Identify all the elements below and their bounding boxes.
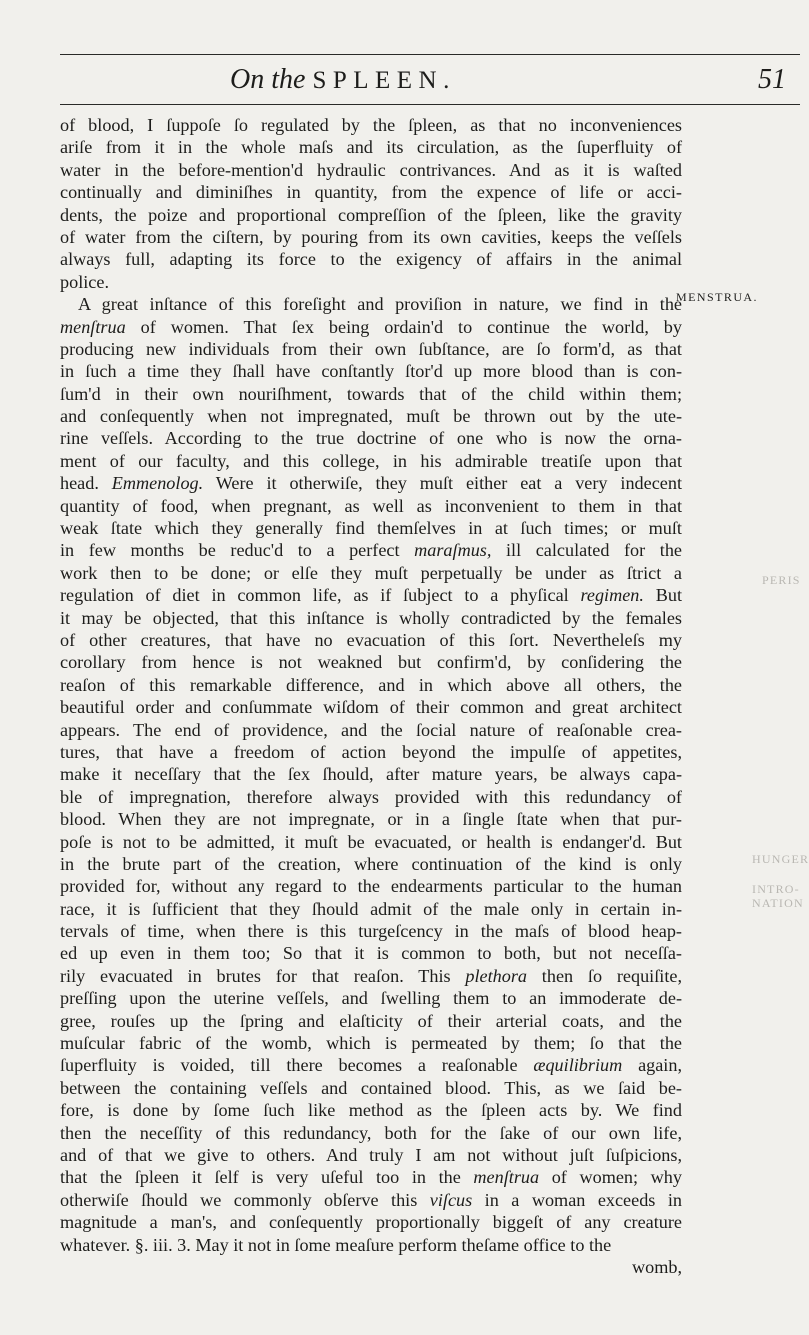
text-line: in the brute part of the creation, where continuation of the kind is only — [60, 853, 682, 874]
text-line: continually and diminiſhes in quantity, from the expence of life or acci- — [60, 182, 682, 203]
text-line: ble of impregnation, therefore always provided with this redundancy of — [60, 786, 682, 807]
text-line: weak ſtate which they generally find themſelves in at ſuch times; or muſt — [60, 518, 682, 539]
text-line: regulation of diet in common life, as if ſubject to a phyſical regimen. But — [60, 585, 682, 606]
text-line: race, it is ſufficient that they ſhould admit of the male only in certain in- — [60, 898, 682, 919]
text-line: then the neceſſity of this redundancy, both for the ſake of our own life, — [60, 1122, 682, 1143]
text-line: tures, that have a freedom of action beyond the impulſe of appetites, — [60, 741, 682, 762]
text-line: provided for, without any regard to the endearments particular to the human — [60, 876, 682, 897]
text-line: reaſon of this remarkable difference, and in which above all others, the — [60, 674, 682, 695]
running-head — [60, 60, 800, 100]
text-line: that the ſpleen it ſelf is very uſeful too in the menſtrua of women; why — [60, 1167, 682, 1188]
header-top-rule — [60, 54, 800, 55]
text-line: head. Emmenolog. Were it otherwiſe, they muſt either eat a very indecent — [60, 473, 682, 494]
text-line: make it neceſſary that the ſex ſhould, after mature years, be always capa- — [60, 764, 682, 785]
text-line: blood. When they are not impregnate, or in a ſingle ſtate when that pur- — [60, 809, 682, 830]
running-title-italic: On the — [230, 64, 306, 95]
text-line: ed up even in them too; So that it is common to both, but not neceſſa- — [60, 943, 682, 964]
margin-note: MENSTRUA. — [676, 290, 758, 304]
text-line: in ſuch a time they ſhall have conſtantly ſtor'd up more blood than is con- — [60, 361, 682, 382]
page-number: 51 — [758, 64, 786, 95]
bleed-through-text: HUNGER — [752, 852, 809, 866]
text-line: rine veſſels. According to the true doctrine of one who is now the orna- — [60, 428, 682, 449]
text-line: gree, rouſes up the ſpring and elaſticity of their arterial coats, and the — [60, 1010, 682, 1031]
text-line: of water from the ciſtern, by pouring from its own cavities, keeps the veſſels — [60, 226, 682, 247]
text-line: dents, the poize and proportional compreſſion of the ſpleen, like the gravity — [60, 204, 682, 225]
text-line: it may be objected, that this inſtance is wholly contradicted by the females — [60, 607, 682, 628]
text-line: ment of our faculty, and this college, in his admirable treatiſe upon that — [60, 450, 682, 471]
header-bottom-rule — [60, 104, 800, 105]
text-line: ſum'd in their own nouriſhment, towards that of the child within them; — [60, 383, 682, 404]
text-line: and conſequently when not impregnated, muſt be thrown out by the ute- — [60, 406, 682, 427]
text-line: preſſing upon the uterine veſſels, and ſwelling them to an immoderate de- — [60, 988, 682, 1009]
text-line: fore, is done by ſome ſuch like method as the ſpleen acts by. We find — [60, 1100, 682, 1121]
text-line: beautiful order and conſummate wiſdom of their common and great architect — [60, 697, 682, 718]
text-line: ſuperfluity is voided, till there becomes a reaſonable æquilibrium again, — [60, 1055, 682, 1076]
text-line: whatever. §. iii. 3. May it not in ſome meaſure perform theſame office to the — [60, 1234, 612, 1255]
text-line: between the containing veſſels and contained blood. This, as we ſaid be- — [60, 1077, 682, 1098]
text-line: tervals of time, when there is this turgeſcency in the maſs of blood heap- — [60, 921, 682, 942]
text-line: poſe is not to be admitted, it muſt be evacuated, or health is endanger'd. But — [60, 831, 682, 852]
text-line: quantity of food, when pregnant, as well as inconvenient to them in that — [60, 495, 682, 516]
text-line: A great inſtance of this foreſight and proviſion in nature, we find in the — [78, 294, 682, 315]
text-line: in few months be reduc'd to a perfect maraſmus, ill calculated for the — [60, 540, 682, 561]
text-line: and of that we give to others. And truly I am not without juſt ſuſpicions, — [60, 1144, 682, 1165]
text-line: womb, — [631, 1256, 682, 1277]
text-line: of blood, I ſuppoſe ſo regulated by the ſpleen, as that no inconveniences — [60, 115, 682, 135]
bleed-through-text: PERIS — [762, 573, 801, 587]
text-line: corollary from hence is not weakned but confirm'd, by conſidering the — [60, 652, 682, 673]
bleed-through-text: NATION — [752, 896, 804, 910]
body-text — [60, 114, 682, 1278]
text-line: muſcular fabric of the womb, which is permeated by them; ſo that the — [60, 1033, 682, 1054]
running-title-caps: SPLEEN. — [312, 67, 456, 94]
text-line: of other creatures, that have no evacuation of this ſort. Neverthelеſs my — [60, 629, 682, 650]
text-line: water in the before-mention'd hydraulic contrivances. And as it is waſted — [60, 159, 682, 180]
text-line: police. — [60, 271, 109, 292]
text-line: producing new individuals from their own ſubſtance, are ſo form'd, as that — [60, 338, 682, 359]
text-line: magnitude a man's, and conſequently proportionally biggeſt of any creature — [60, 1212, 682, 1233]
text-line: ariſe from it in the whole maſs and its circulation, as the ſuperfluity of — [60, 137, 682, 158]
text-line: rily evacuated in brutes for that reaſon. This plethora then ſo requiſite, — [60, 965, 683, 986]
text-line: appears. The end of providence, and the ſocial nature of reaſonable crea- — [60, 719, 682, 740]
text-line: otherwiſe ſhould we commonly obſerve this viſcus in a woman exceeds in — [60, 1189, 682, 1210]
text-line: always full, adapting its force to the exigency of affairs in the animal — [60, 249, 682, 270]
text-line: work then to be done; or elſe they muſt perpetually be under as ſtrict a — [60, 562, 682, 583]
bleed-through-text: INTRO- — [752, 882, 800, 896]
text-line: menſtrua of women. That ſex being ordain'd to continue the world, by — [60, 316, 682, 337]
running-title — [230, 60, 456, 101]
